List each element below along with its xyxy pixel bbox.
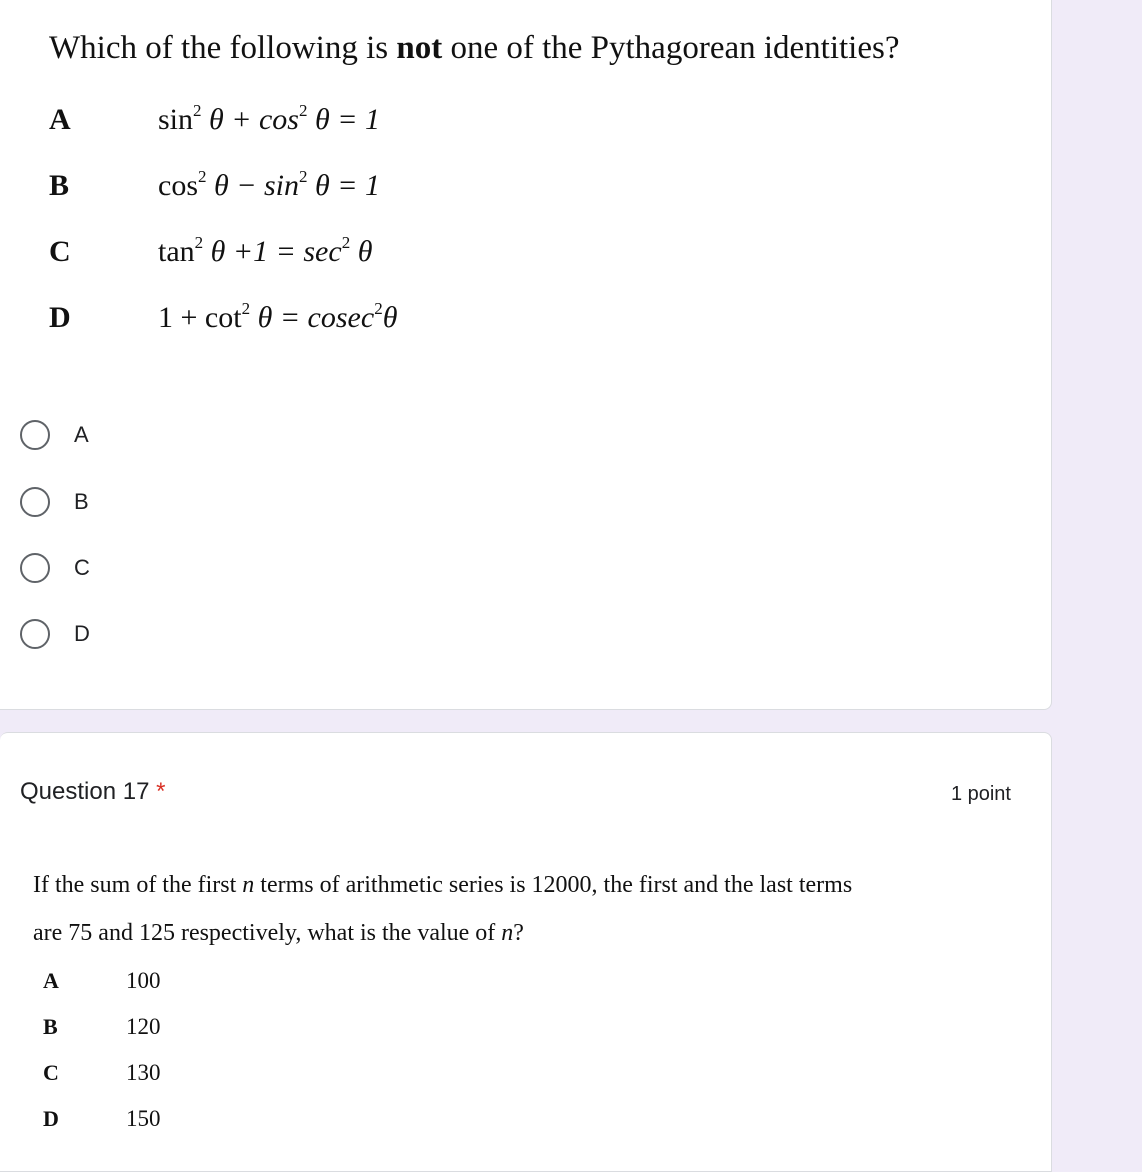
required-mark: * (156, 778, 166, 805)
identity-expression: $1 + \cot^2 \theta = cosec^2\theta$ (158, 299, 398, 334)
points-label: 1 point (950, 783, 1011, 805)
question-16-title: Which of the following is not one of the Pythagorean identities? (49, 30, 900, 66)
radio-button[interactable] (20, 420, 50, 450)
radio-button[interactable] (20, 553, 50, 583)
question-17-text-line1: If the sum of the first n terms of arithmetic series is 12000, the first and the last terms (33, 872, 853, 898)
identity-expression: $\sin^2 \theta + \cos^2 \theta = 1$ (158, 101, 380, 136)
radio-choice-c[interactable]: C (20, 551, 90, 585)
identity-expression: $\cos^2 \theta - \sin^2 \theta = 1$ (158, 167, 380, 202)
radio-choice-a[interactable]: A (20, 418, 89, 452)
question-17-header: Question 17 * (20, 778, 166, 805)
question-16-card: Which of the following is not one of the Pythagorean identities? A $\sin^2 \theta + \cos^2 \theta = 1$ B $\cos^2 \theta - \sin^2 \theta = 1$ C $\tan^2 \theta +1 = \sec^2 \theta$ D $1 + \cot^2 \theta = cosec^2\theta$ A B C D (0, 0, 1052, 710)
radio-choice-d[interactable]: D (20, 617, 90, 651)
question-17-text-line2: are 75 and 125 respectively, what is the value of n? (33, 920, 524, 946)
radio-button[interactable] (20, 487, 50, 517)
radio-button[interactable] (20, 619, 50, 649)
identity-expression: $\tan^2 \theta +1 = \sec^2 \theta$ (158, 233, 373, 268)
radio-choice-b[interactable]: B (20, 485, 89, 519)
